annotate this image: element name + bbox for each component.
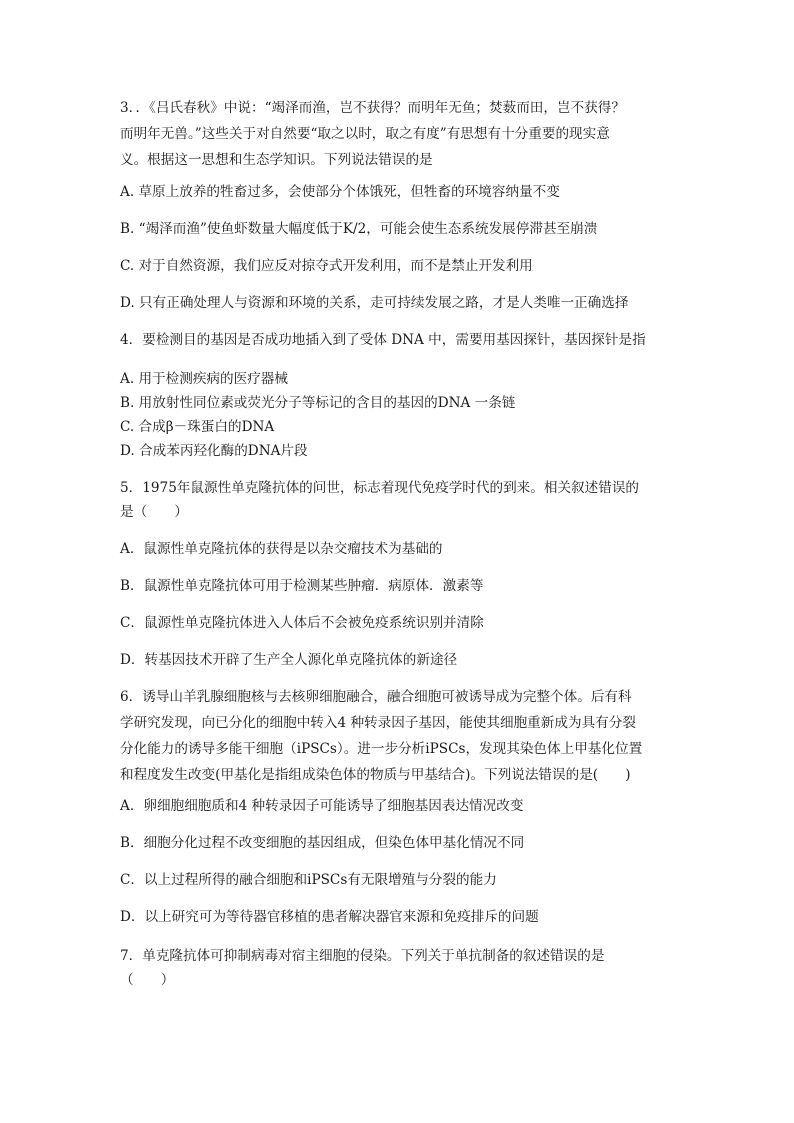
stem-line: 是（ ） xyxy=(120,504,188,520)
question-4-option-b: B. 用放射性同位素或荧光分子等标记的含目的基因的DNA 一条链 xyxy=(120,395,516,411)
question-5-option-d: D．转基因技术开辟了生产全人源化单克隆抗体的新途径 xyxy=(120,652,458,668)
question-3-option-a: A. 草原上放养的牲畜过多，会使部分个体饿死，但牲畜的环境容纳量不变 xyxy=(120,184,560,200)
question-5-option-b: B．鼠源性单克隆抗体可用于检测某些肿瘤．病原体．激素等 xyxy=(120,578,484,594)
question-6-option-c: C．以上过程所得的融合细胞和iPSCs有无限增殖与分裂的能力 xyxy=(120,872,497,888)
stem-line: 义。根据这一思想和生态学知识。下列说法错误的是 xyxy=(120,152,433,168)
stem-line: 3．．《吕氏春秋》中说：“竭泽而渔，岂不获得？而明年无鱼；焚薮而田，岂不获得？ xyxy=(120,100,625,116)
question-3-option-d: D. 只有正确处理人与资源和环境的关系，走可持续发展之路，才是人类唯一正确选择 xyxy=(120,295,629,311)
question-5-option-c: C．鼠源性单克隆抗体进入人体后不会被免疫系统识别并清除 xyxy=(120,615,484,631)
question-4-option-c: C. 合成β－珠蛋白的DNA xyxy=(120,419,275,435)
question-5-stem xyxy=(120,476,680,524)
question-5-option-a: A．鼠源性单克隆抗体的获得是以杂交瘤技术为基础的 xyxy=(120,541,443,557)
question-7-stem xyxy=(120,944,680,992)
question-4-stem: 4．要检测目的基因是否成功地插入到了受体 DNA 中，需要用基因探针，基因探针是指 xyxy=(120,332,646,348)
question-6-option-a: A．卵细胞细胞质和4 种转录因子可能诱导了细胞基因表达情况改变 xyxy=(120,798,524,814)
question-6-option-d: D．以上研究可为等待器官移植的患者解决器官来源和免疫排斥的问题 xyxy=(120,909,539,925)
stem-line: 和程度发生改变(甲基化是指组成染色体的物质与甲基结合)。下列说法错误的是( ) xyxy=(120,767,631,783)
question-3-option-b: B. “竭泽而渔”使鱼虾数量大幅度低于K/2，可能会使生态系统发展停滞甚至崩溃 xyxy=(120,221,598,237)
question-6-option-b: B．细胞分化过程不改变细胞的基因组成，但染色体甲基化情况不同 xyxy=(120,835,525,851)
stem-line: （ ） xyxy=(120,972,175,988)
question-3-option-c: C. 对于自然资源，我们应反对掠夺式开发利用，而不是禁止开发利用 xyxy=(120,258,533,274)
question-4-option-d: D. 合成苯丙羟化酶的DNA片段 xyxy=(120,443,308,459)
stem-line: 分化能力的诱导多能干细胞（iPSCs）。进一步分析iPSCs，发现其染色体上甲基化位置 xyxy=(120,741,643,757)
question-6-stem xyxy=(120,684,680,788)
question-4-option-a: A. 用于检测疾病的医疗器械 xyxy=(120,371,288,387)
stem-line: 6．诱导山羊乳腺细胞核与去核卵细胞融合，融合细胞可被诱导成为完整个体。后有科 xyxy=(120,689,632,705)
stem-line: 5．1975年鼠源性单克隆抗体的问世，标志着现代免疫学时代的到来。相关叙述错误的 xyxy=(120,480,640,496)
stem-line: 学研究发现，向已分化的细胞中转入4 种转录因子基因，能使其细胞重新成为具有分裂 xyxy=(120,715,636,731)
stem-line: 7．单克隆抗体可抑制病毒对宿主细胞的侵染。下列关于单抗制备的叙述错误的是 xyxy=(120,948,605,964)
question-3-stem xyxy=(120,95,680,173)
stem-line: 而明年无兽。”这些关于对自然要“取之以时，取之有度”有思想有十分重要的现实意 xyxy=(120,126,610,142)
